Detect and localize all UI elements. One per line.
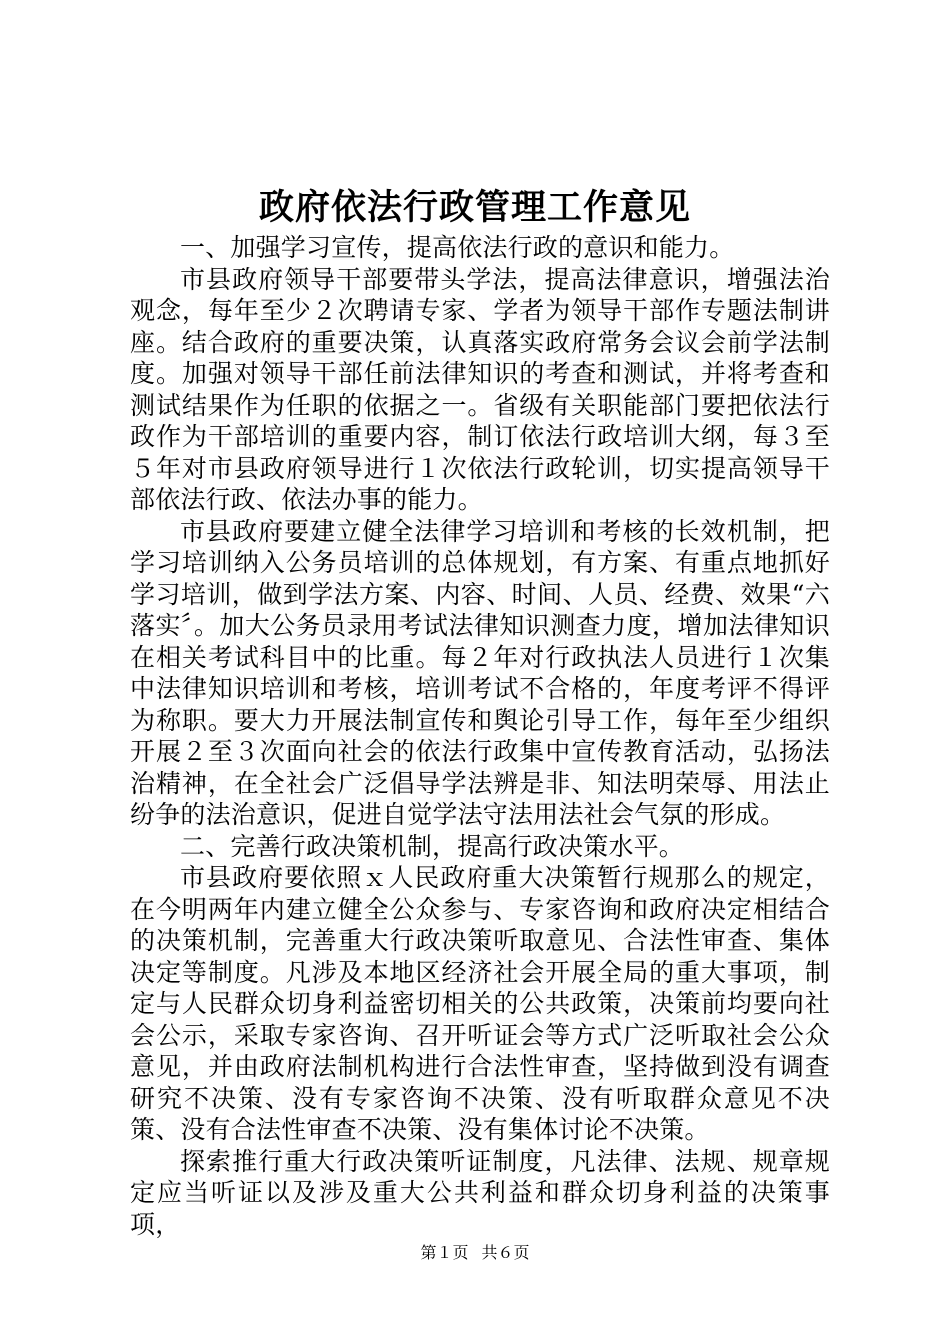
page-footer [0, 1243, 950, 1263]
paragraph: 市县政府要建立健全法律学习培训和考核的长效机制，把学习培训纳入公务员培训的总体规划，有方案、有重点地抓好学习培训，做到学法方案、内容、时间、人员、经费、效果“六落实〞。加大公务员录用考试法律知识测查力度，增加法律知识在相关考试科目中的比重。每２年对行政执法人员进行１次集中法律知识培训和考核，培训考试不合格的，年度考评不得评为称职。要大力开展法制宣传和舆论引导工作，每年至少组织开展２至３次面向社会的依法行政集中宣传教育活动，弘扬法治精神，在全社会广泛倡导学法辨是非、知法明荣辱、用法止纷争的法治意识，促进自觉学法守法用法社会气氛的形成。 [130, 516, 830, 829]
page-total: 共６页 [481, 1243, 530, 1262]
paragraph: 探索推行重大行政决策听证制度，凡法律、法规、规章规定应当听证以及涉及重大公共利益和群众切身利益的决策事项， [130, 1146, 830, 1239]
paragraph: 市县政府领导干部要带头学法，提高法律意识，增强法治观念，每年至少２次聘请专家、学者为领导干部作专题法制讲座。结合政府的重要决策，认真落实政府常务会议会前学法制度。加强对领导干部任前法律知识的考查和测试，并将考查和测试结果作为任职的依据之一。省级有关职能部门要把依法行政作为干部培训的重要内容，制订依法行政培训大纲，每３至５年对市县政府领导进行１次依法行政轮训，切实提高领导干部依法行政、依法办事的能力。 [130, 264, 830, 514]
paragraph: 市县政府要依照ｘ人民政府重大决策暂行规那么的规定，在今明两年内建立健全公众参与、专家咨询和政府决定相结合的决策机制，完善重大行政决策听取意见、合法性审查、集体决定等制度。凡涉及本地区经济社会开展全局的重大事项，制定与人民群众切身利益密切相关的公共政策，决策前均要向社会公示，采取专家咨询、召开听证会等方式广泛听取社会公众意见，并由政府法制机构进行合法性审查，坚持做到没有调查研究不决策、没有专家咨询不决策、没有听取群众意见不决策、没有合法性审查不决策、没有集体讨论不决策。 [130, 863, 830, 1144]
document-body [130, 232, 830, 1240]
page-number: 第１页 [420, 1243, 469, 1262]
section-heading-2: 二、完善行政决策机制，提高行政决策水平。 [180, 831, 685, 861]
document-title: 政府依法行政管理工作意见 [258, 187, 691, 228]
section-heading-1: 一、加强学习宣传，提高依法行政的意识和能力。 [180, 233, 735, 262]
